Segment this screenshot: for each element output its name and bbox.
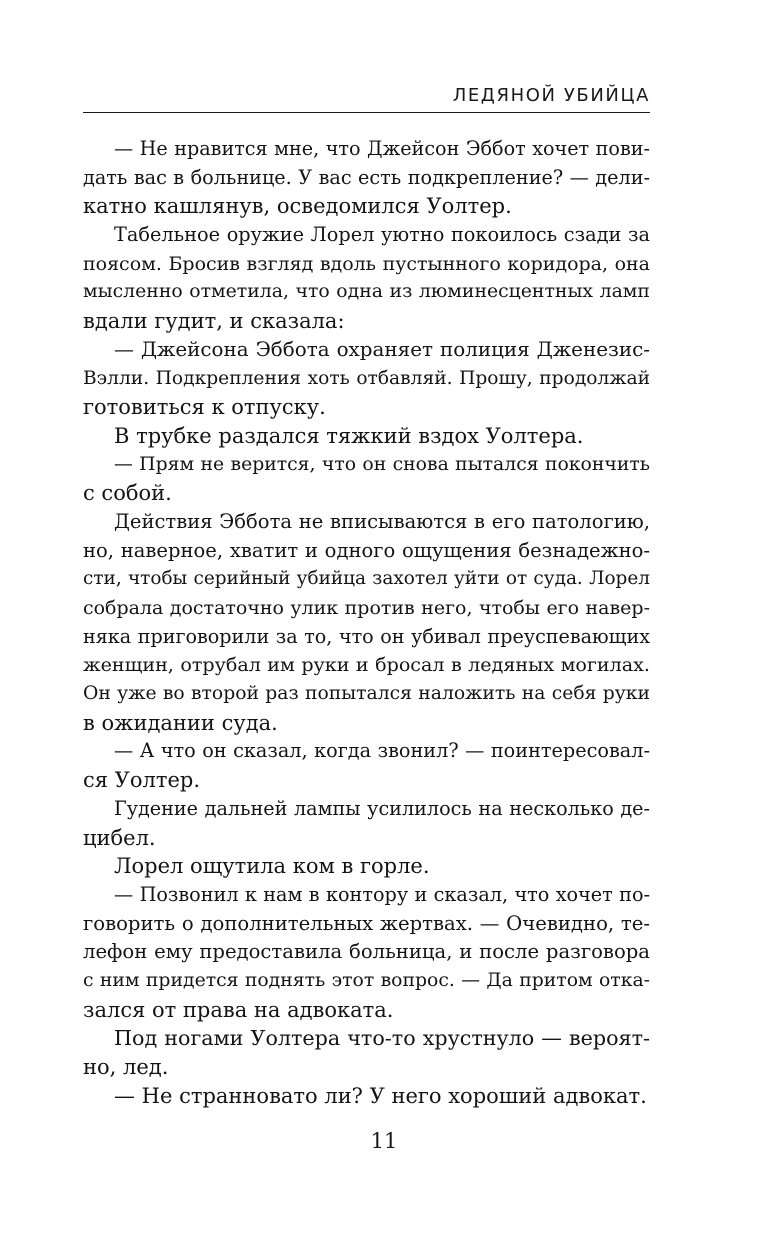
text-line: говорить о дополнительных жертвах. — Очевидно, те-: [83, 911, 650, 935]
text-line: с собой.: [83, 481, 172, 506]
text-line: няка приговорили за то, что он убивал преуспевающих: [83, 624, 650, 648]
text-line: дать вас в больнице. У вас есть подкрепление? — дели-: [83, 165, 650, 189]
text-line: но, лед.: [83, 1055, 169, 1079]
text-line: — Джейсона Эббота охраняет полиция Дженезис-: [114, 337, 650, 361]
text-line: с ним придется поднять этот вопрос. — Да притом отка-: [83, 969, 650, 991]
text-line: цибел.: [83, 825, 156, 850]
text-line: собрала достаточно улик против него, чтобы его навер-: [83, 597, 650, 619]
text-line: — Прям не верится, что он снова пытался покончить: [114, 453, 650, 475]
text-line: Он уже во второй раз попытался наложить на себя руки: [83, 683, 650, 705]
text-line: мысленно отметила, что одна из люминесцентных ламп: [83, 281, 650, 303]
running-head: ЛЕДЯНОЙ УБИЙЦА: [83, 82, 650, 113]
text-line: поясом. Бросив взгляд вдоль пустынного коридора, она: [83, 252, 650, 275]
text-line: но, наверное, хватит и одного ощущения безнадежно-: [83, 538, 650, 562]
text-line: Под ногами Уолтера что-то хрустнуло — вероят-: [114, 1026, 650, 1051]
body-text: [83, 135, 650, 1110]
text-line: Лорел ощутила ком в горле.: [114, 854, 430, 879]
text-line: — Не нравится мне, что Джейсон Эббот хочет пови-: [114, 137, 650, 160]
text-line: — А что он сказал, когда звонил? — поинтересовал-: [114, 739, 650, 763]
text-line: готовиться к отпуску.: [83, 395, 326, 420]
text-line: катно кашлянув, осведомился Уолтер.: [83, 194, 512, 219]
text-line: женщин, отрубал им руки и бросал в ледяных могилах.: [83, 653, 650, 677]
text-line: — Не странновато ли? У него хороший адвокат.: [114, 1083, 647, 1108]
text-line: ся Уолтер.: [83, 768, 201, 793]
page-number: 11: [370, 1129, 398, 1153]
text-line: Гудение дальней лампы усилилось на несколько де-: [114, 796, 650, 820]
text-line: Вэлли. Подкрепления хоть отбавляй. Прошу, продолжай: [83, 367, 650, 389]
text-line: зался от права на адвоката.: [83, 997, 394, 1022]
text-line: Табельное оружие Лорел уютно покоилось сзади за: [114, 223, 650, 247]
text-line: лефон ему предоставила больница, и после разговора: [83, 940, 650, 964]
text-line: — Позвонил к нам в контору и сказал, что хочет по-: [114, 882, 650, 906]
text-line: в ожидании суда.: [83, 710, 278, 735]
text-line: сти, чтобы серийный убийца захотел уйти от суда. Лорел: [83, 568, 650, 590]
text-line: Действия Эббота не вписываются в его патологию,: [114, 509, 650, 533]
text-line: В трубке раздался тяжкий вздох Уолтера.: [114, 423, 584, 448]
text-line: вдали гудит, и сказала:: [83, 309, 345, 334]
